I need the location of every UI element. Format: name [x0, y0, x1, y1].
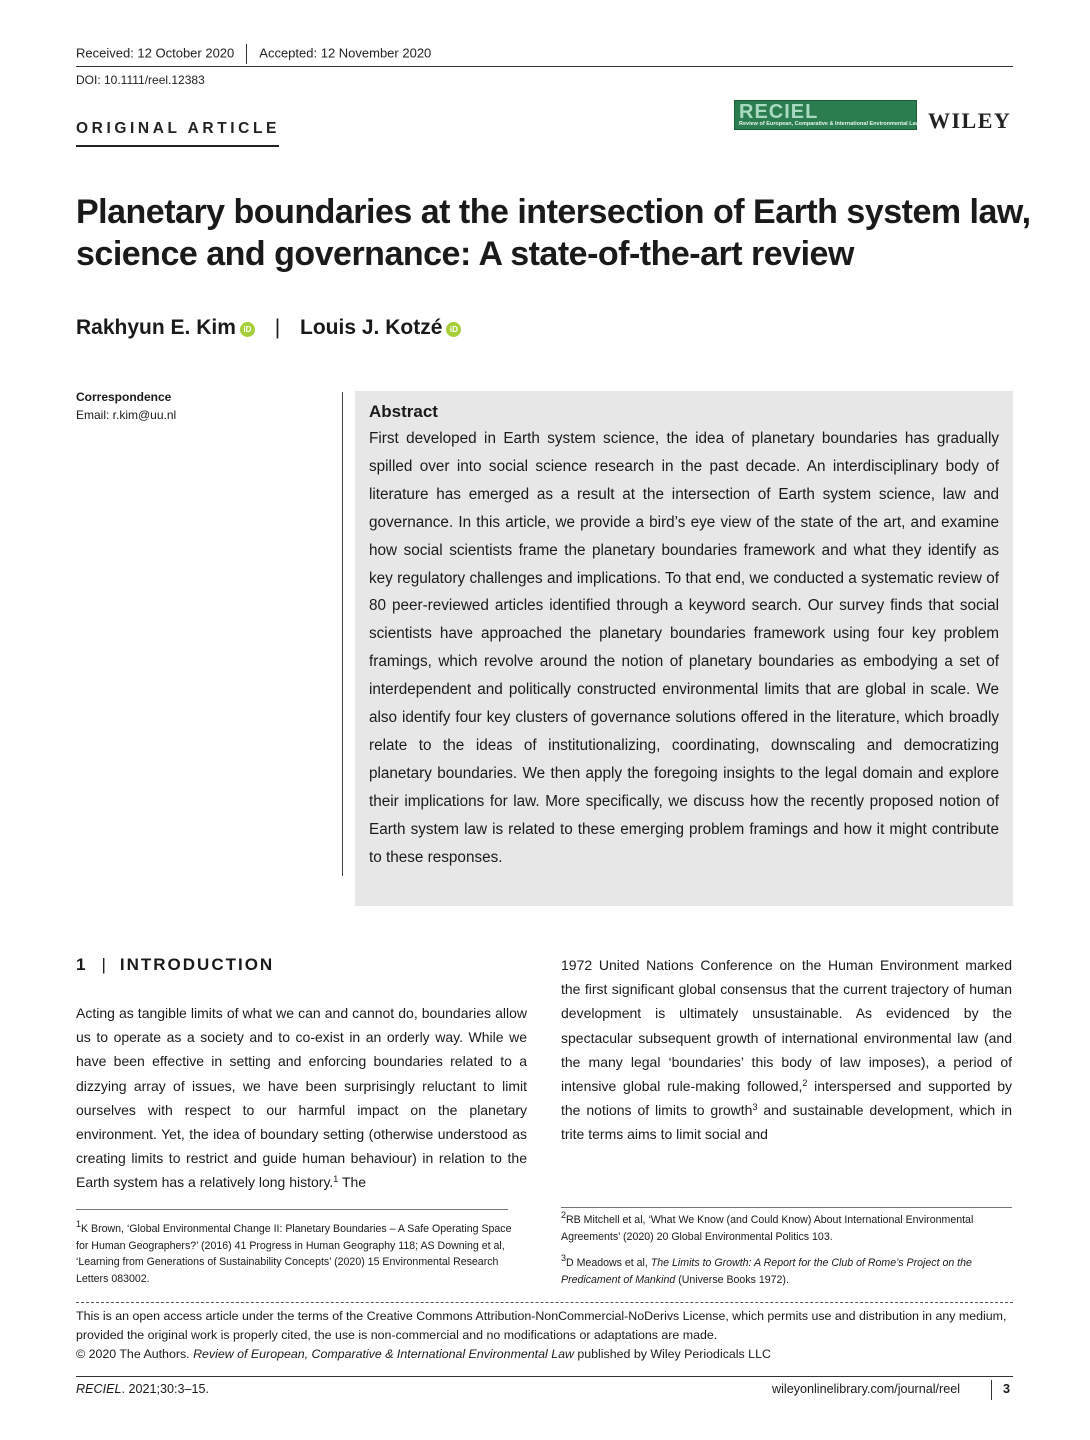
date-divider: [246, 44, 247, 64]
footnote-ref[interactable]: 2: [802, 1078, 808, 1089]
footnote-ref[interactable]: 1: [333, 1174, 339, 1185]
header-rule: [76, 66, 1013, 67]
article-type-label: ORIGINAL ARTICLE: [76, 120, 280, 137]
section-title: INTRODUCTION: [119, 955, 275, 974]
footnote-text: K Brown, ‘Global Environmental Change II: Planetary Boundaries – A Safe Operating Space for Human Geographers?’ (2016) 41 Progress in Human Geography 118; AS Downing et al, ‘Learning from Generations of Sustainability Concepts’ (2020) 15 Environmental Research Letters 083002.: [76, 1223, 512, 1286]
abstract-side-rule: [342, 392, 343, 876]
footer-rule: [76, 1376, 1013, 1377]
footnote-rule: [561, 1207, 1012, 1208]
journal-abbrev: RECIEL: [76, 1382, 122, 1396]
body-paragraph-tail: The: [338, 1174, 367, 1191]
footer-citation: [76, 1382, 209, 1396]
license-notice: [76, 1307, 1016, 1364]
doi[interactable]: DOI: 10.1111/reel.12383: [76, 73, 205, 87]
body-paragraph: interspersed and supported by the notions of limits to growth: [561, 1078, 1012, 1119]
footnote-rule: [76, 1209, 508, 1210]
received-accepted-dates: [76, 44, 431, 64]
body-paragraph: and sustainable development, which in trite terms aims to limit social and: [561, 1102, 1012, 1143]
reciel-logo-text: RECIEL: [739, 101, 819, 123]
correspondence-label: Correspondence: [76, 390, 172, 404]
orcid-icon[interactable]: iD: [240, 322, 255, 337]
accepted-date: Accepted: 12 November 2020: [259, 45, 432, 61]
body-column-left: [76, 1001, 527, 1195]
footnote-text: D Meadows et al,: [566, 1257, 651, 1269]
reciel-logo-subtitle: Review of European, Comparative & International Environmental Law: [739, 121, 920, 127]
footer-divider: [991, 1380, 992, 1400]
author-list: [76, 316, 461, 340]
body-paragraph: Acting as tangible limits of what we can and cannot do, boundaries allow us to operate as a society and to co-exist in an orderly way. While we have been effective in setting and enforcing boundaries related to a dizzying array of issues, we have been surprisingly reluctant to limit ourselves with respect to our harmful impact on the planetary environment. Yet, the idea of boundary setting (otherwise understood as creating limits to restrict and guide human behaviour) in relation to the Earth system has a relatively long history.: [76, 1005, 527, 1191]
correspondence-email[interactable]: Email: r.kim@uu.nl: [76, 408, 177, 422]
footnote-ref[interactable]: 3: [752, 1102, 758, 1113]
body-paragraph: 1972 United Nations Conference on the Human Environment marked the first significant global consensus that the current trajectory of human development is ultimately unsustainable. As evidenced by the spectacular subsequent growth of international environmental law (and the many legal ‘boundaries’ this body of law imposes), a period of intensive global rule-making followed,: [561, 957, 1012, 1095]
received-date: Received: 12 October 2020: [76, 45, 235, 61]
footnote-text: RB Mitchell et al, ‘What We Know (and Could Know) About International Environmental Agreements’ (2020) 20 Global Environmental Politics 103.: [561, 1214, 974, 1243]
license-text: This is an open access article under the terms of the Creative Commons Attribution-NonCommercial-NoDerivs License, which permits use and distribution in any medium, provided the original work is properly cited, the use is non-commercial and no modifications or adaptations are made.: [76, 1309, 1007, 1342]
author-separator: |: [274, 316, 281, 339]
footnote-number: 1: [76, 1219, 82, 1229]
wiley-logo[interactable]: WILEY: [928, 108, 1012, 133]
abstract-box: [355, 391, 1013, 906]
journal-url[interactable]: wileyonlinelibrary.com/journal/reel: [772, 1382, 961, 1396]
orcid-icon[interactable]: iD: [446, 322, 461, 337]
section-separator: |: [101, 955, 106, 974]
article-title: Planetary boundaries at the intersection of Earth system law, science and governance: A state-of-the-art review: [76, 193, 1031, 273]
reciel-logo[interactable]: [734, 100, 920, 130]
abstract-heading: Abstract: [369, 402, 438, 421]
footnote-3: [561, 1255, 1016, 1288]
section-number: 1: [76, 955, 88, 974]
copyright-line: [76, 1345, 1016, 1364]
footnote-number: 2: [561, 1210, 567, 1220]
footnote-number: 3: [561, 1253, 567, 1263]
section-heading: [76, 955, 274, 975]
citation-text: . 2021;30:3–15.: [121, 1382, 210, 1396]
footnote-book-title: The Limits to Growth: A Report for the Club of Rome’s Project on the Predicament of Mankind: [561, 1257, 972, 1286]
publisher-text: published by Wiley Periodicals LLC: [573, 1347, 771, 1361]
author-name[interactable]: Rakhyun E. Kim: [76, 316, 236, 339]
author-name[interactable]: Louis J. Kotzé: [300, 316, 443, 339]
journal-name: Review of European, Comparative & International Environmental Law: [193, 1347, 574, 1361]
footnote-2: [561, 1212, 1016, 1245]
page-number: 3: [1003, 1382, 1011, 1396]
license-divider: [76, 1302, 1013, 1303]
article-type-underline: [76, 145, 279, 147]
abstract-text: First developed in Earth system science, the idea of planetary boundaries has gradually spilled over into social science research in the past decade. An interdisciplinary body of literature has emerged as a result at the intersection of Earth system science, law and governance. In this article, we provide a bird’s eye view of the state of the art, and examine how social scientists frame the planetary boundaries framework and what they identify as key regulatory challenges and implications. To that end, we conducted a systematic review of 80 peer-reviewed articles identified through a keyword search. Our survey finds that social scientists have approached the planetary boundaries framework using four key problem framings, which revolve around the notion of planetary boundaries as embodying a set of interdependent and politically constructed environmental limits that are global in scale. We also identify four key clusters of governance solutions offered in the literature, which broadly relate to the ideas of institutionalizing, coordinating, downscaling and democratizing planetary boundaries. We then apply the foregoing insights to the legal domain and explore their implications for law. More specifically, we discuss how the recently proposed notion of Earth system law is related to these emerging problem framings and how it might contribute to these responses.: [369, 430, 999, 866]
copyright-text: © 2020 The Authors.: [76, 1347, 194, 1361]
body-column-right: [561, 953, 1012, 1147]
footnote-1: [76, 1221, 516, 1288]
footnote-text: (Universe Books 1972).: [675, 1273, 789, 1286]
